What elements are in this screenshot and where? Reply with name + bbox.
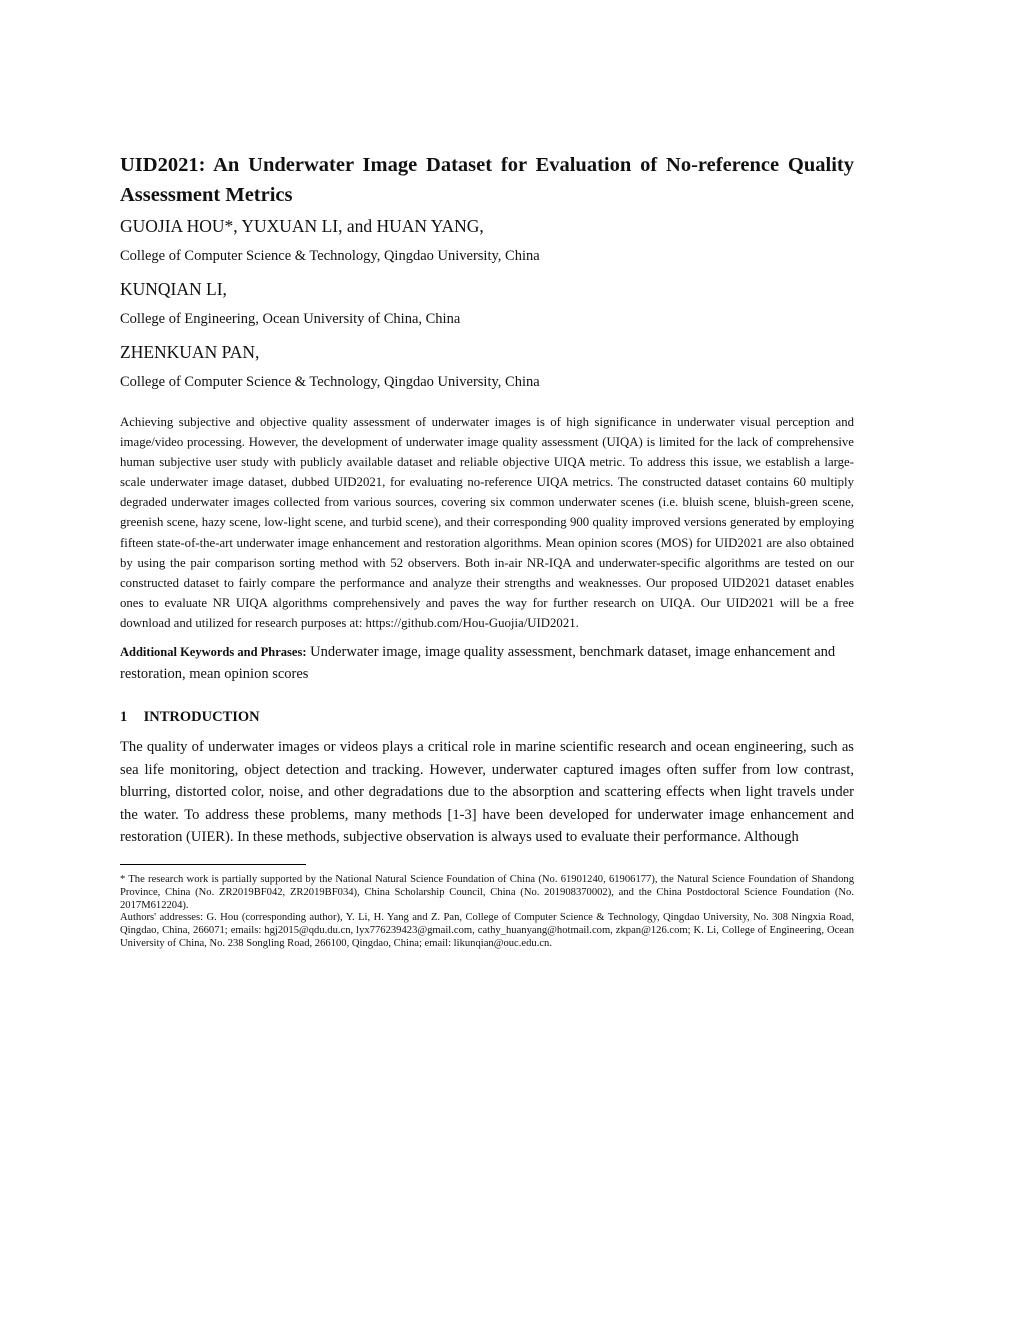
affiliation-3: College of Computer Science & Technology, Qingdao University, China — [120, 374, 540, 390]
section-number: 1 — [120, 709, 128, 726]
footnote-addresses: Authors' addresses: G. Hou (corresponding author), Y. Li, H. Yang and Z. Pan, College of Computer Science & Technology, Qingdao University, No. 308 Ningxia Road, Qingdao, China, 266071; emails: hgj2015@qdu.du.cn, lyx776239423@gmail.com, cathy_huanyang@hotmail.com, zkpan@126.com; K. Li, College of Engineering, Ocean University of China, No. 238 Songling Road, 266100, Qingdao, China; email: likunqian@ouc.edu.cn. — [120, 912, 854, 949]
introduction-text: The quality of underwater images or videos plays a critical role in marine scientific research and ocean engineering, such as sea life monitoring, object detection and tracking. However, underwater captured images often suffer from low contrast, blurring, distorted color, noise, and other degradations due to the absorption and scattering effects when light travels under the water. To address these problems, many methods [1-3] have been developed for underwater image enhancement and restoration (UIER). In these methods, subjective observation is always used to evaluate their performance. Although — [120, 739, 854, 846]
author-line-3: ZHENKUAN PAN, — [120, 342, 260, 362]
abstract: Achieving subjective and objective quality assessment of underwater images is of high significance in underwater visual perception and image/video processing. However, the development of underwater image quality assessment (UIQA) is limited for the lack of comprehensive human subjective user study with publicly available dataset and reliable objective UIQA metric. To address this issue, we establish a large-scale underwater image dataset, dubbed UID2021, for evaluating no-reference UIQA metrics. The constructed dataset contains 60 multiply degraded underwater images collected from various sources, covering six common underwater scenes (i.e. bluish scene, bluish-green scene, greenish scene, hazy scene, low-light scene, and turbid scene), and their corresponding 900 quality improved versions generated by employing fifteen state-of-the-art underwater image enhancement and restoration algorithms. Mean opinion scores (MOS) for UID2021 are also obtained by using the pair comparison sorting method with 52 observers. Both in-air NR-IQA and underwater-specific algorithms are tested on our constructed dataset to fairly compare the performance and analyze their strengths and weaknesses. Our proposed UID2021 dataset enables ones to evaluate NR UIQA algorithms comprehensively and paves the way for further research on UIQA. Our UID2021 will be a free download and utilized for research purposes at: https://github.com/Hou-Guojia/UID2021. — [120, 415, 854, 630]
section-heading — [120, 707, 854, 727]
footnotes — [120, 874, 854, 951]
keywords-paragraph — [120, 641, 854, 685]
footnote-rule — [120, 864, 306, 865]
affiliation-2: College of Engineering, Ocean University of China, China — [120, 311, 461, 327]
paper-page — [120, 150, 854, 951]
keywords-text: Underwater image, image quality assessment, benchmark dataset, image enhancement and restoration, mean opinion scores — [120, 644, 836, 683]
section-title: INTRODUCTION — [143, 709, 260, 726]
footnote-funding: * The research work is partially supported by the National Natural Science Foundation of China (No. 61901240, 61906177), the Natural Science Foundation of Shandong Province, China (No. ZR2019BF042, ZR2019BF034), China Scholarship Council, China (No. 201908370002), and the China Postdoctoral Science Foundation (No. 2017M612204). — [120, 874, 854, 911]
paper-title: UID2021: An Underwater Image Dataset for Evaluation of No-reference Quality Assessment Metrics — [120, 154, 854, 206]
author-line-1: GUOJIA HOU*, YUXUAN LI, and HUAN YANG, — [120, 216, 484, 236]
author-line-2: KUNQIAN LI, — [120, 279, 227, 299]
affiliation-1: College of Computer Science & Technology, Qingdao University, China — [120, 248, 540, 264]
keywords-label: Additional Keywords and Phrases: — [120, 645, 307, 660]
